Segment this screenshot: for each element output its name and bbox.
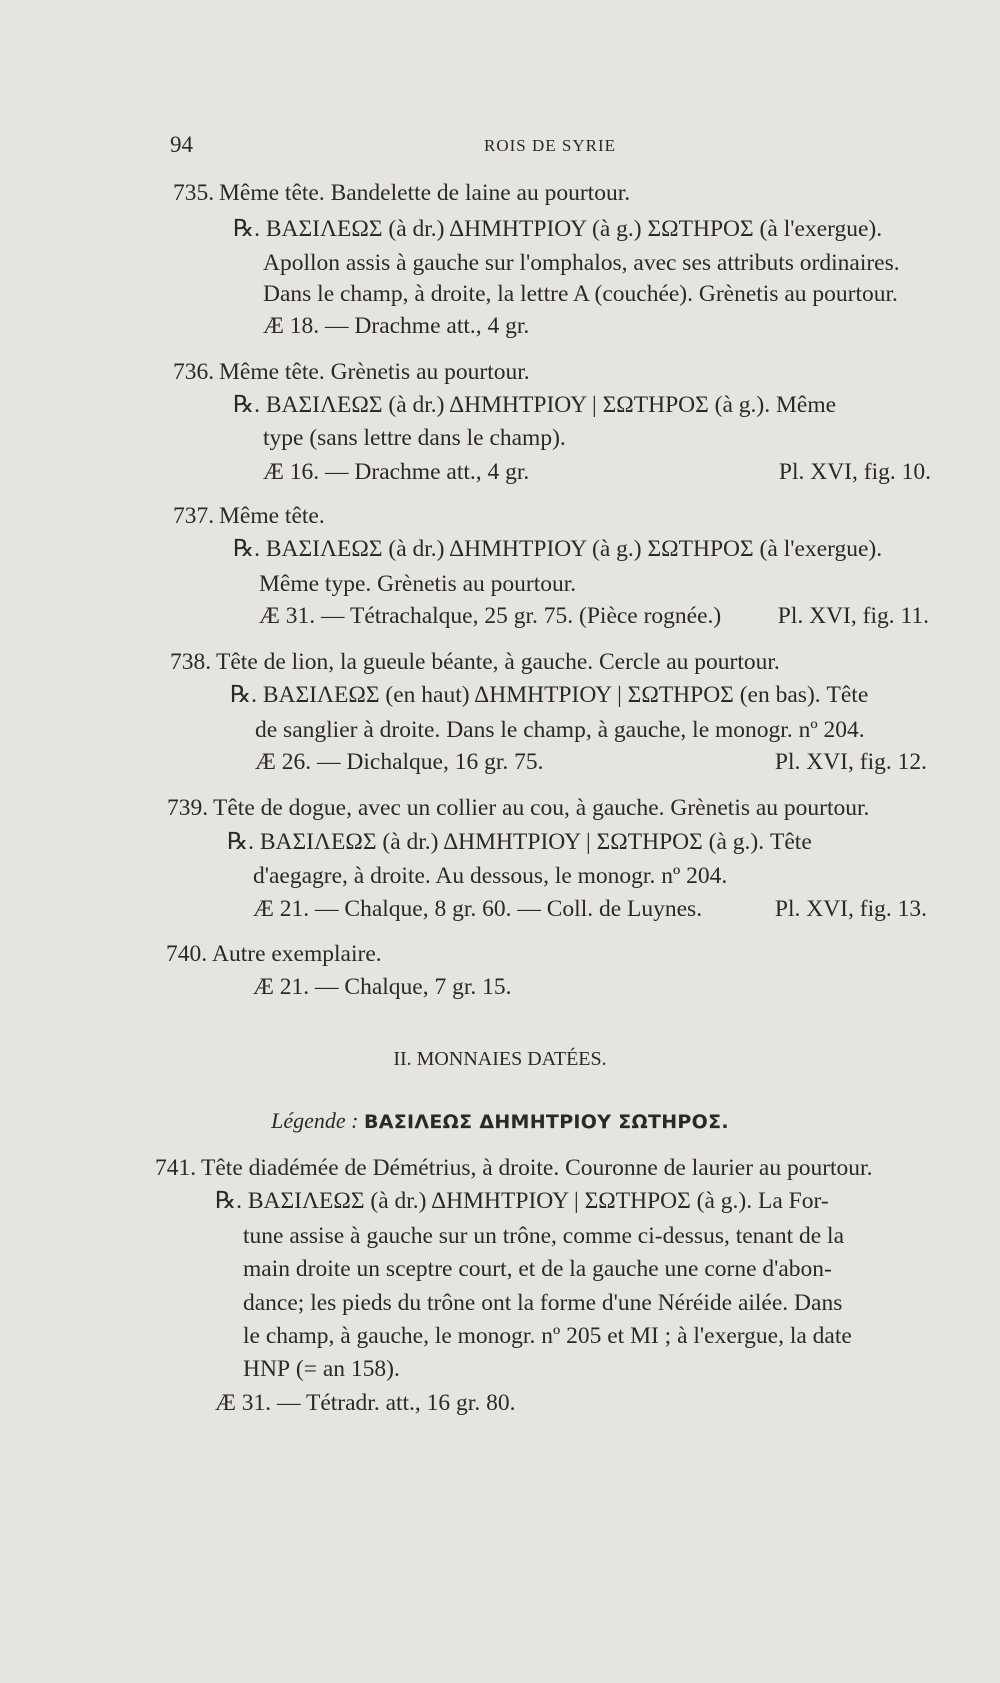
entry-741-line-7: ΗΝΡ (= an 158). <box>243 1356 400 1382</box>
entry-741-line-2: ℞. ΒΑΣΙΛΕΩΣ (à dr.) ΔΗΜΗΤΡΙΟΥ | ΣΩΤΗΡΟΣ (à g.). La For- <box>215 1188 829 1214</box>
entry-number: 735. <box>173 180 215 206</box>
entry-741-line-1: 741. Tête diadémée de Démétrius, à droite. Couronne de laurier au pourtour. <box>155 1155 873 1181</box>
entry-740-line-2: Æ 21. — Chalque, 7 gr. 15. <box>253 974 512 1000</box>
section-title: II. MONNAIES DATÉES. <box>393 1048 607 1070</box>
entry-739-line-1: 739. Tête de dogue, avec un collier au cou, à gauche. Grènetis au pourtour. <box>167 795 870 821</box>
entry-737-line-2: ℞. ΒΑΣΙΛΕΩΣ (à dr.) ΔΗΜΗΤΡΙΟΥ (à g.) ΣΩΤΗΡΟΣ (à l'exergue). <box>233 536 883 562</box>
legend-text: ΒΑΣΙΛΕΩΣ ΔΗΜΗΤΡΙΟΥ ΣΩΤΗΡΟΣ. <box>363 1111 729 1133</box>
entry-737-line-3: Même type. Grènetis au pourtour. <box>259 571 577 597</box>
entry-735-line-1: 735. Même tête. Bandelette de laine au pourtour. <box>173 180 631 206</box>
entry-number: 738. <box>170 649 212 675</box>
entry-737-line-1: 737. Même tête. <box>173 503 325 529</box>
entry-741-line-8: Æ 31. — Tétradr. att., 16 gr. 80. <box>215 1390 516 1416</box>
entry-741-line-4: main droite un sceptre court, et de la gauche une corne d'abon- <box>243 1256 832 1282</box>
entry-735-line-2: ℞. ΒΑΣΙΛΕΩΣ (à dr.) ΔΗΜΗΤΡΙΟΥ (à g.) ΣΩΤΗΡΟΣ (à l'exergue). <box>233 216 883 242</box>
running-head: ROIS DE SYRIE <box>483 136 616 155</box>
entry-735-line-3: Apollon assis à gauche sur l'omphalos, avec ses attributs ordinaires. <box>263 250 900 276</box>
entry-738-line-3: de sanglier à droite. Dans le champ, à gauche, le monogr. nº 204. <box>255 717 865 743</box>
entry-735-line-5: Æ 18. — Drachme att., 4 gr. <box>263 313 530 339</box>
entry-738-line-1: 738. Tête de lion, la gueule béante, à gauche. Cercle au pourtour. <box>170 649 780 675</box>
plate-reference: Pl. XVI, fig. 10. <box>778 459 931 485</box>
entry-738-line-4: Æ 26. — Dichalque, 16 gr. 75. Pl. XVI, fig. 12. <box>255 749 927 775</box>
page-header <box>170 132 930 162</box>
entry-736-line-4: Æ 16. — Drachme att., 4 gr. Pl. XVI, fig. 10. <box>263 459 931 485</box>
page-number: 94 <box>170 132 193 157</box>
entry-number: 740. <box>166 941 208 967</box>
entry-739-line-2: ℞. ΒΑΣΙΛΕΩΣ (à dr.) ΔΗΜΗΤΡΙΟΥ | ΣΩΤΗΡΟΣ (à g.). Tête <box>227 829 812 855</box>
entry-736-line-2: ℞. ΒΑΣΙΛΕΩΣ (à dr.) ΔΗΜΗΤΡΙΟΥ | ΣΩΤΗΡΟΣ (à g.). Même <box>233 392 837 418</box>
entry-737-line-4: Æ 31. — Tétrachalque, 25 gr. 75. (Pièce rognée.) Pl. XVI, fig. 11. <box>259 603 929 629</box>
plate-reference: Pl. XVI, fig. 12. <box>774 749 927 775</box>
entry-736-line-3: type (sans lettre dans le champ). <box>263 425 566 451</box>
legend-line <box>0 1108 1000 1134</box>
plate-reference: Pl. XVI, fig. 11. <box>777 603 929 629</box>
legend-label: Légende : <box>271 1108 359 1133</box>
plate-reference: Pl. XVI, fig. 13. <box>774 896 927 922</box>
entry-740-line-1: 740. Autre exemplaire. <box>166 941 382 967</box>
entry-number: 739. <box>167 795 209 821</box>
entry-739-line-4: Æ 21. — Chalque, 8 gr. 60. — Coll. de Luynes. Pl. XVI, fig. 13. <box>253 896 927 922</box>
entry-741-line-3: tune assise à gauche sur un trône, comme ci-dessus, tenant de la <box>243 1223 845 1249</box>
entry-number: 736. <box>173 359 215 385</box>
entry-number: 737. <box>173 503 215 529</box>
entry-741-line-5: dance; les pieds du trône ont la forme d'une Néréide ailée. Dans <box>243 1290 843 1316</box>
entry-735-line-4: Dans le champ, à droite, la lettre A (couchée). Grènetis au pourtour. <box>263 281 898 307</box>
entry-738-line-2: ℞. ΒΑΣΙΛΕΩΣ (en haut) ΔΗΜΗΤΡΙΟΥ | ΣΩΤΗΡΟΣ (en bas). Tête <box>230 682 869 708</box>
entry-number: 741. <box>155 1155 197 1181</box>
entry-736-line-1: 736. Même tête. Grènetis au pourtour. <box>173 359 530 385</box>
entry-739-line-3: d'aegagre, à droite. Au dessous, le monogr. nº 204. <box>253 863 728 889</box>
entry-741-line-6: le champ, à gauche, le monogr. nº 205 et ΜΙ ; à l'exergue, la date <box>243 1323 852 1349</box>
